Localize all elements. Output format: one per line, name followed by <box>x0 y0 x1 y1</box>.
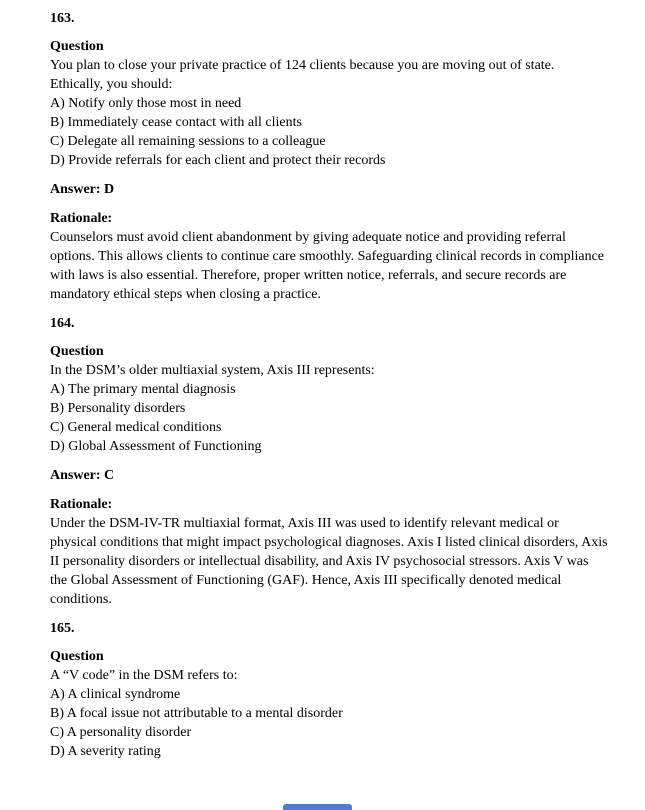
option-a: A) Notify only those most in need <box>50 96 242 111</box>
option-c: C) Delegate all remaining sessions to a colleague <box>50 134 326 149</box>
question-section <box>50 37 608 170</box>
question-block-163 <box>50 9 608 304</box>
answer-line: Answer: D <box>50 182 115 197</box>
option-b: B) Personality disorders <box>50 401 186 416</box>
rationale-text: Counselors must avoid client abandonment by giving adequate notice and providing referral options. This allows clients to continue care smoothly. Safeguarding clinical records in compliance with laws is also essential. Therefore, proper written notice, referrals, and secure records are mandatory ethical steps when closing a practice. <box>50 230 605 302</box>
question-section <box>50 342 608 456</box>
rationale-section <box>50 495 608 609</box>
question-number: 163. <box>50 11 75 26</box>
option-d: D) A severity rating <box>50 744 161 759</box>
question-text: A “V code” in the DSM refers to: <box>50 668 238 683</box>
option-b: B) A focal issue not attributable to a mental disorder <box>50 706 343 721</box>
question-number: 165. <box>50 621 75 636</box>
option-a: A) The primary mental diagnosis <box>50 382 236 397</box>
rationale-label: Rationale: <box>50 497 113 512</box>
option-b: B) Immediately cease contact with all clients <box>50 115 302 130</box>
question-text: In the DSM’s older multiaxial system, Axis III represents: <box>50 363 375 378</box>
question-label: Question <box>50 344 104 359</box>
question-label: Question <box>50 39 104 54</box>
question-section <box>50 647 608 761</box>
answer-line: Answer: C <box>50 468 115 483</box>
rationale-text: Under the DSM-IV-TR multiaxial format, Axis III was used to identify relevant medical or physical conditions that might impact psychological diagnoses. Axis I listed clinical disorders, Axis II personality disorders or intellectual disability, and Axis IV psychosocial stressors. Axis V was the Global Assessment of Functioning (GAF). Hence, Axis III specifically denoted medical conditions. <box>50 516 608 607</box>
option-c: C) A personality disorder <box>50 725 192 740</box>
question-text: You plan to close your private practice of 124 clients because you are moving out of state. Ethically, you should: <box>50 58 555 92</box>
question-block-164 <box>50 314 608 609</box>
option-c: C) General medical conditions <box>50 420 222 435</box>
question-block-165 <box>50 619 608 761</box>
bottom-partial-element[interactable] <box>283 804 352 810</box>
rationale-label: Rationale: <box>50 211 113 226</box>
option-d: D) Provide referrals for each client and protect their records <box>50 153 386 168</box>
rationale-section <box>50 209 608 304</box>
option-d: D) Global Assessment of Functioning <box>50 439 262 454</box>
question-number: 164. <box>50 316 75 331</box>
question-label: Question <box>50 649 104 664</box>
option-a: A) A clinical syndrome <box>50 687 181 702</box>
